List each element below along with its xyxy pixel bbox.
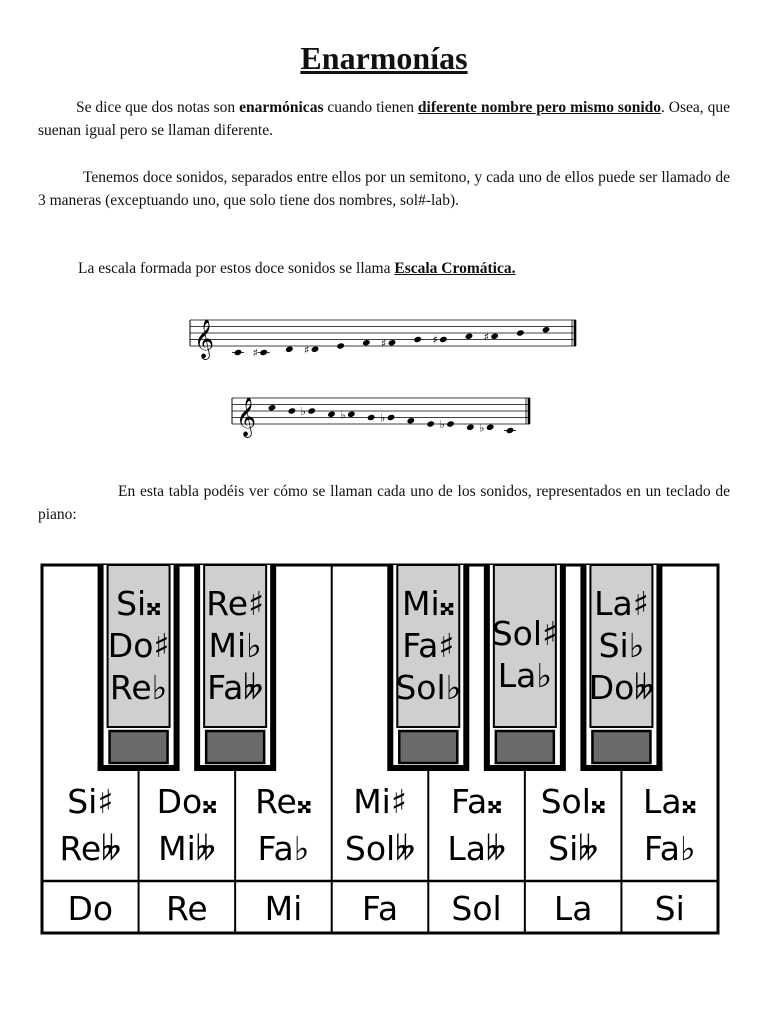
paragraph-twelve-sounds (38, 167, 730, 212)
white-key-alt-name-2: Sol𝄫 (344, 829, 416, 868)
white-key-alt-name-2: Si𝄫 (548, 829, 599, 868)
p1-bold-term: enarmónicas (239, 99, 324, 116)
black-key-front-face (110, 731, 168, 763)
treble-clef-icon: 𝄞 (194, 319, 215, 359)
black-key-note-name: Re♯ (206, 584, 265, 623)
white-key-alt-name-1: Re𝄪 (255, 782, 312, 821)
note-head (327, 411, 336, 418)
black-key-note-name: Mi𝄪 (402, 584, 455, 623)
note-head (542, 326, 551, 333)
note-head (516, 329, 525, 336)
white-key-alt-name-2: Fa♭ (643, 829, 696, 868)
black-key-front-face (399, 731, 457, 763)
note-head (347, 411, 356, 418)
white-key-name: Fa (361, 889, 399, 928)
white-key-name: Sol (451, 889, 502, 928)
p1-underlined-phrase: diferente nombre pero mismo sonido (417, 99, 661, 116)
white-key-alt-name-1: Mi♯ (353, 782, 407, 821)
note-head (506, 427, 515, 434)
black-key-note-name: La♭ (497, 656, 552, 695)
black-key-4 (484, 565, 566, 771)
note-head (446, 420, 455, 427)
sharp-icon: ♯ (381, 336, 387, 350)
flat-icon: ♭ (479, 421, 485, 435)
white-key-alt-name-2: Re𝄫 (59, 829, 122, 868)
descending-chromatic-staff (230, 388, 534, 444)
white-key-alt-name-1: Si♯ (67, 782, 114, 821)
note-head (413, 336, 422, 343)
white-key-alt-name-2: La𝄫 (447, 829, 506, 868)
note-head (362, 339, 371, 346)
black-key-note-name: Fa♯ (402, 626, 455, 665)
black-key-2 (194, 565, 276, 771)
white-key-name: Mi (264, 889, 303, 928)
note-head (466, 424, 475, 431)
note-head (307, 407, 316, 414)
black-key-front-face (592, 731, 650, 763)
p3-chromatic-scale-term: Escala Cromática. (394, 260, 516, 277)
white-key-name: Si (654, 889, 685, 928)
sharp-icon: ♯ (304, 343, 310, 357)
p4-text: En esta tabla podéis ver cómo se llaman cada uno de los sonidos, representados en un teclado de piano: (38, 483, 730, 523)
paragraph-enarmonicas-definition (38, 97, 730, 142)
note-head (285, 346, 294, 353)
white-key-alt-name-2: Mi𝄫 (158, 829, 216, 868)
note-head (388, 339, 397, 346)
white-key-alt-name-1: Do𝄪 (156, 782, 218, 821)
p1-text-2: cuando tienen (323, 99, 418, 116)
black-key-front-face (496, 731, 554, 763)
black-key-note-name: Sol♭ (395, 668, 462, 707)
black-key-1 (98, 565, 180, 771)
black-key-note-name: La♯ (594, 584, 649, 623)
flat-icon: ♭ (340, 408, 346, 422)
white-key-alt-name-1: Sol𝄪 (540, 782, 606, 821)
page-title: Enarmonías (300, 40, 468, 76)
note-head (465, 333, 474, 340)
black-key-3 (387, 565, 469, 771)
black-key-note-name: Re♭ (109, 668, 168, 707)
note-head (288, 407, 297, 414)
note-head (486, 424, 495, 431)
flat-icon: ♭ (439, 418, 445, 431)
white-key-alt-name-1: La𝄪 (642, 782, 697, 821)
white-key-name: Do (67, 889, 114, 928)
note-head (336, 342, 345, 349)
p1-text-1: Se dice que dos notas son (76, 99, 240, 116)
black-key-front-face (206, 731, 264, 763)
white-key-name: Re (165, 889, 208, 928)
note-head (367, 414, 376, 421)
note-head (490, 333, 499, 340)
white-key-alt-name-1: Fa𝄪 (451, 782, 503, 821)
paragraph-table-intro (38, 481, 730, 526)
sharp-icon: ♯ (432, 333, 438, 347)
flat-icon: ♭ (300, 405, 306, 418)
note-head (268, 404, 277, 411)
p2-text: Tenemos doce sonidos, separados entre ellos por un semitono, y cada uno de ellos puede ser llamado de 3 maneras (exceptuando uno, que solo tiene dos nombres, sol#-lab). (38, 169, 730, 209)
note-head (407, 417, 416, 424)
black-key-5 (580, 565, 662, 771)
note-head (311, 346, 320, 353)
piano-keyboard-table (40, 563, 720, 937)
black-key-note-name: Si𝄪 (116, 584, 162, 623)
note-head (426, 420, 435, 427)
white-key-sol (447, 782, 505, 928)
paragraph-chromatic-scale (38, 258, 730, 281)
black-key-note-name: Do𝄫 (588, 668, 655, 707)
flat-icon: ♭ (380, 411, 386, 425)
note-head (439, 336, 448, 343)
black-key-note-name: Sol♯ (491, 614, 558, 653)
white-key-do (59, 782, 121, 928)
black-key-note-name: Fa𝄫 (207, 668, 264, 707)
treble-clef-icon: 𝄞 (236, 397, 257, 437)
p3-text: La escala formada por estos doce sonidos se llama (78, 260, 395, 277)
white-key-alt-name-2: Fa♭ (257, 829, 310, 868)
black-key-note-name: Mi♭ (208, 626, 262, 665)
sharp-icon: ♯ (252, 346, 258, 360)
note-head (387, 414, 396, 421)
p1-text-3: . Osea, que suenan igual pero se llaman diferente. (38, 99, 730, 139)
sharp-icon: ♯ (483, 330, 489, 344)
black-key-note-name: Si♭ (598, 626, 645, 665)
note-head (234, 349, 243, 356)
white-key-name: La (553, 889, 593, 928)
ascending-chromatic-staff (188, 310, 580, 366)
note-head (259, 349, 268, 356)
black-key-note-name: Do♯ (107, 626, 170, 665)
